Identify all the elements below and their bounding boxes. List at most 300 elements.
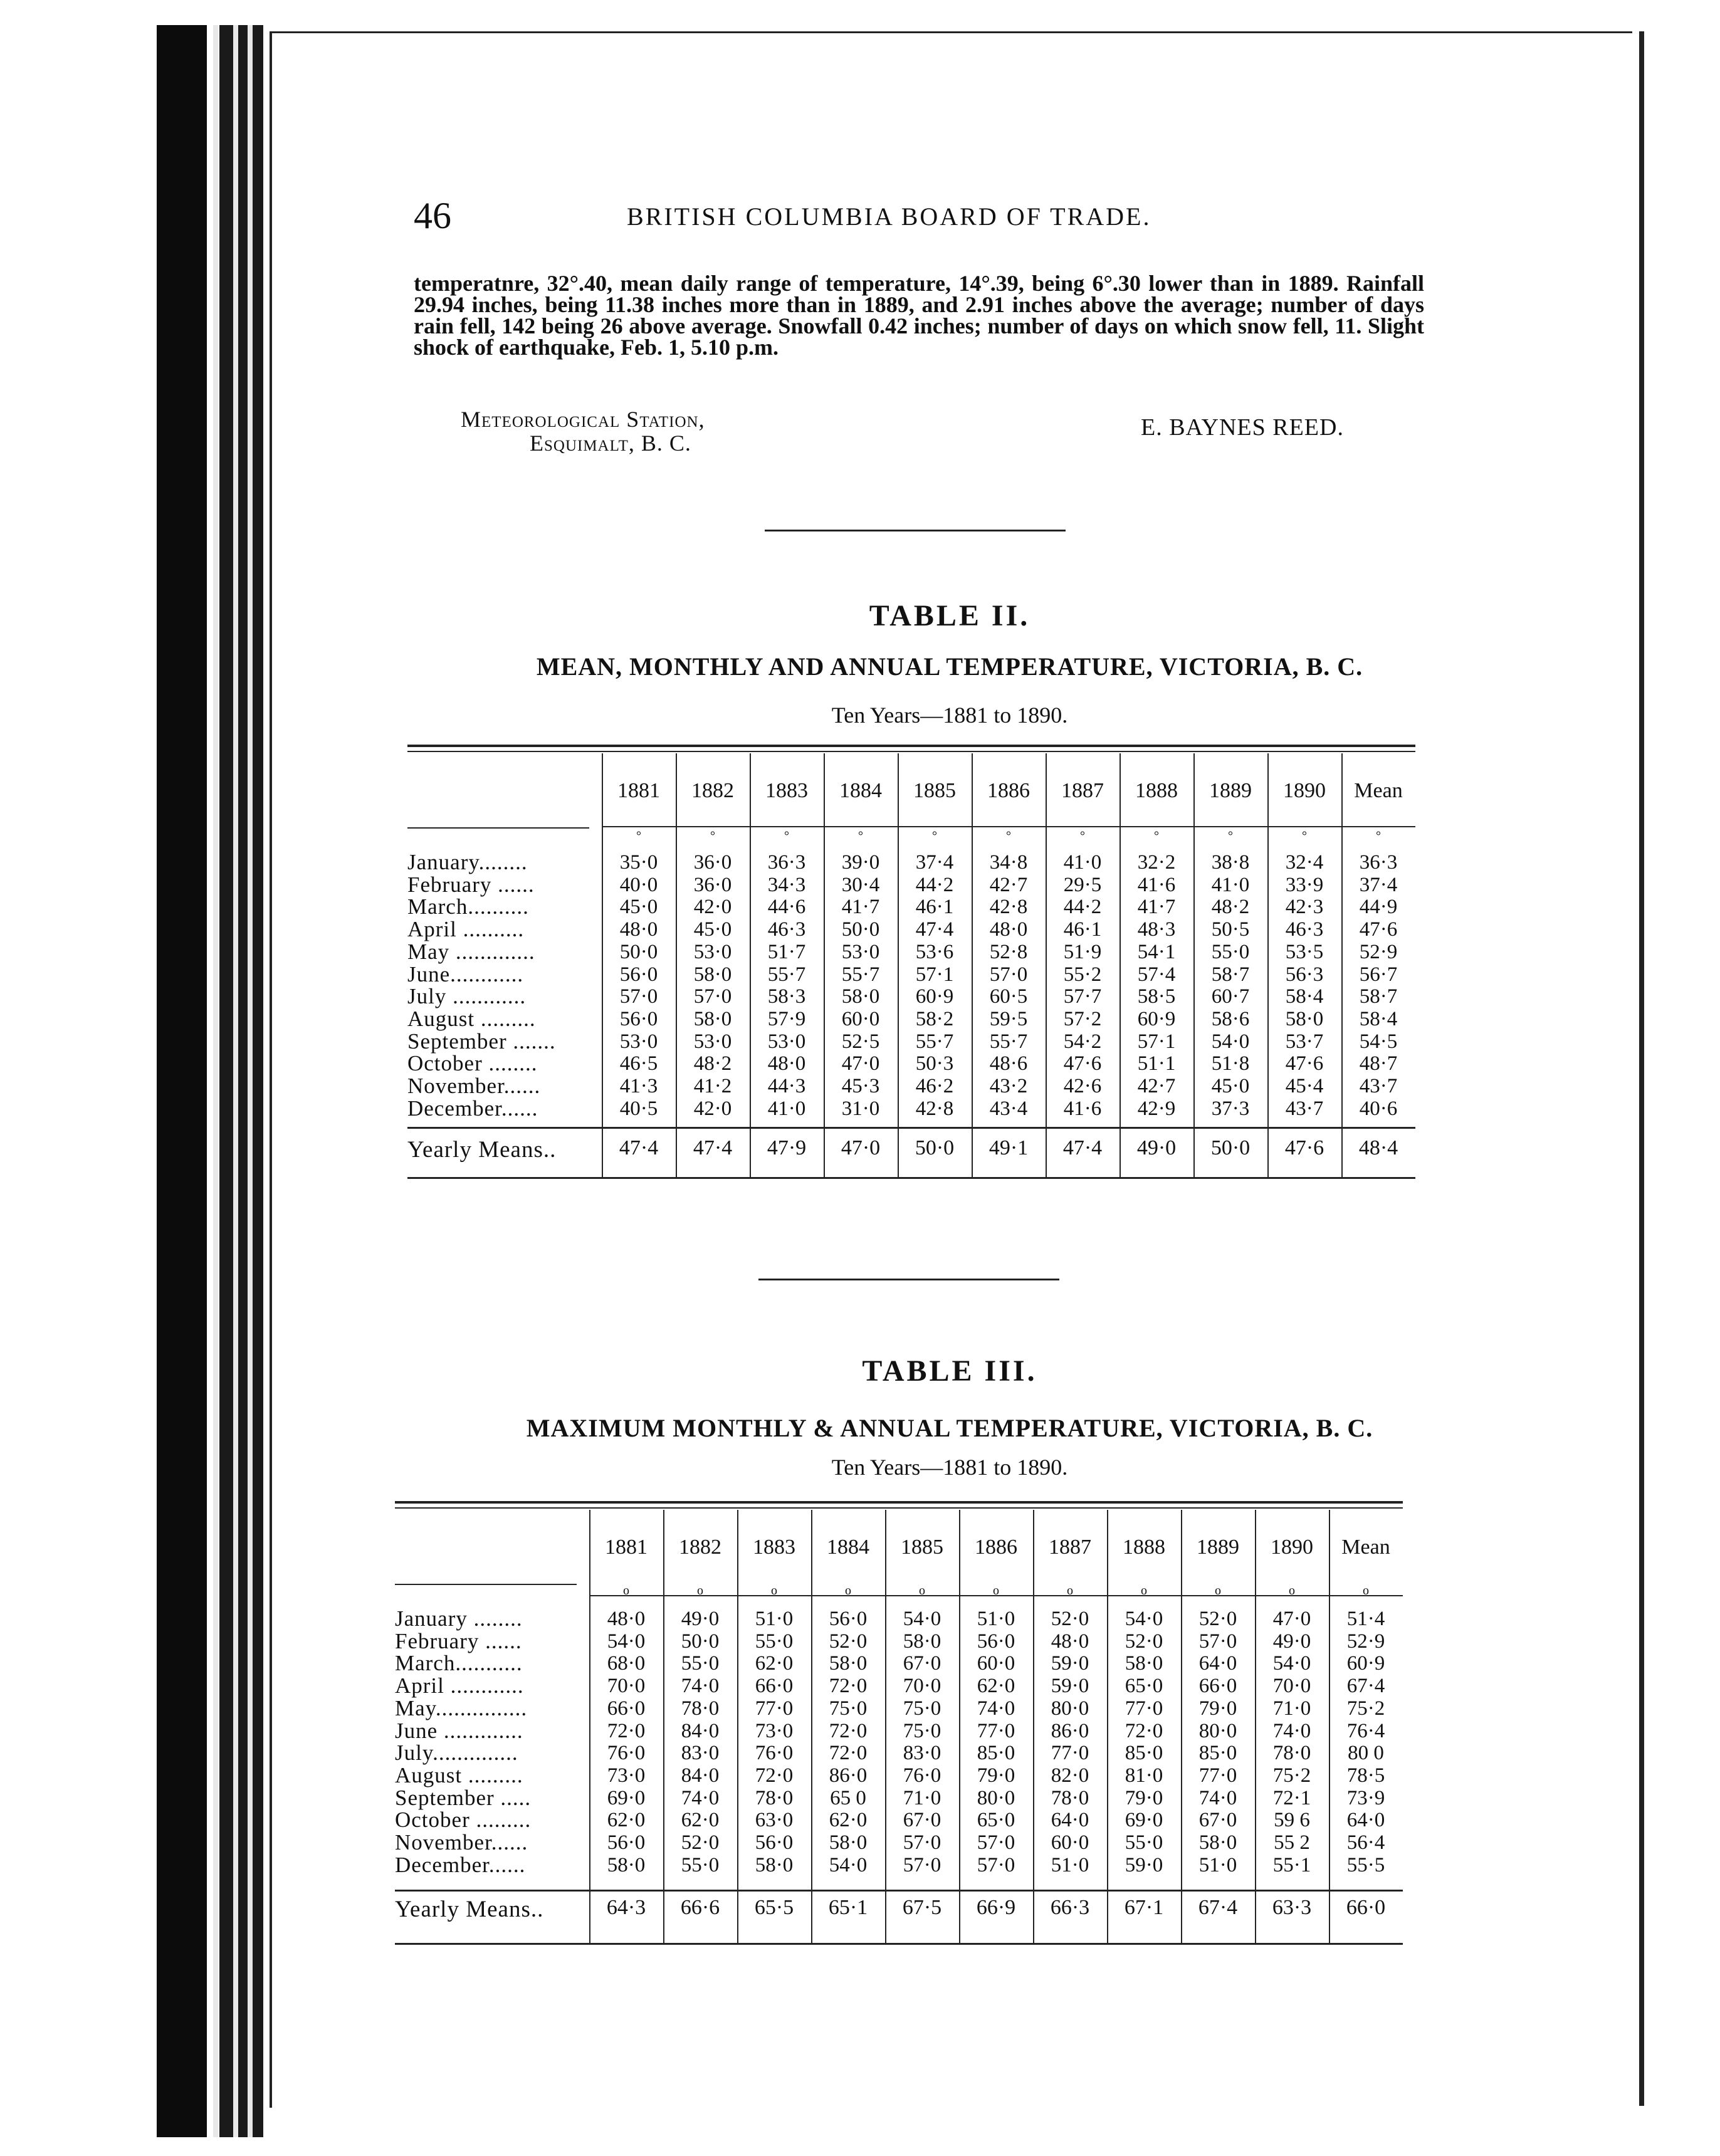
column-header: Mean (1354, 779, 1403, 802)
column-header: 1888 (1135, 779, 1178, 802)
table-top-rule-thin (395, 1507, 1403, 1509)
table-cell: 55·7 (915, 1030, 954, 1053)
table-cell: 77·0 (1051, 1742, 1089, 1765)
page-edge-stripe (233, 25, 238, 2137)
table-cell: 60·9 (1137, 1007, 1176, 1030)
table-cell: 48·0 (989, 918, 1028, 941)
table-cell: 55·5 (1346, 1853, 1385, 1876)
table-cell: 47·4 (915, 918, 954, 941)
table-cell: 56·3 (1285, 963, 1324, 986)
row-label: February ...... (395, 1628, 522, 1653)
table-cell: 53·7 (1285, 1030, 1324, 1053)
table-bottom-rule (395, 1943, 1403, 1945)
table-cell: 42·0 (693, 896, 732, 919)
author-signature: E. BAYNES REED. (1141, 414, 1344, 441)
column-header: 1883 (753, 1536, 795, 1559)
table-cell: 54·0 (607, 1630, 646, 1653)
table-cell: 42·7 (1137, 1075, 1176, 1097)
table-cell: 49·0 (1272, 1630, 1311, 1653)
table-cell: 67·0 (903, 1652, 941, 1675)
table-cell: 54·1 (1137, 940, 1176, 963)
table-cell: 77·0 (977, 1719, 1015, 1742)
table-cell: 85·0 (1125, 1742, 1163, 1765)
table-cell: 57·0 (903, 1831, 941, 1854)
table-cell: 85·0 (977, 1742, 1015, 1765)
table-cell: 56·7 (1359, 963, 1398, 986)
table-cell: 58·6 (1211, 1007, 1250, 1030)
yearly-mean-value: 65·1 (828, 1896, 868, 1919)
running-title: BRITISH COLUMBIA BOARD OF TRADE. (627, 202, 1151, 231)
yearly-mean-value: 66·0 (1346, 1896, 1386, 1919)
table-cell: 62·0 (681, 1809, 720, 1832)
table-cell: 64·0 (1346, 1809, 1385, 1832)
row-label: August ......... (395, 1762, 523, 1787)
yearly-means-label: Yearly Means.. (395, 1897, 544, 1922)
table-cell: 58·3 (767, 985, 806, 1008)
table-cell: 82·0 (1051, 1764, 1089, 1787)
table-cell: 83·0 (903, 1742, 941, 1765)
yearly-mean-value: 47·0 (841, 1136, 881, 1159)
facing-page-edge (1639, 31, 1644, 2106)
table-cell: 74·0 (977, 1697, 1015, 1720)
table-cell: 58·7 (1211, 963, 1250, 986)
table-cell: 53·0 (619, 1030, 658, 1053)
table-cell: 42·8 (915, 1097, 954, 1120)
table-cell: 62·0 (829, 1809, 868, 1832)
yearly-mean-value: 50·0 (915, 1136, 955, 1159)
table-cell: 62·0 (607, 1809, 646, 1832)
table-cell: 41·0 (1211, 873, 1250, 896)
table-cell: 58·0 (1198, 1831, 1237, 1854)
table-2-period: Ten Years—1881 to 1890. (831, 703, 1068, 728)
station-signature (461, 407, 705, 455)
table-cell: 70·0 (607, 1675, 646, 1698)
table-cell: 36·3 (1359, 851, 1398, 874)
table-cell: 51·1 (1137, 1052, 1176, 1075)
table-top-rule-thin (407, 751, 1415, 752)
table-cell: 75·2 (1346, 1697, 1385, 1720)
table-cell: 78·0 (681, 1697, 720, 1720)
table-cell: 55·1 (1272, 1853, 1311, 1876)
table-cell: 45·3 (841, 1075, 880, 1097)
row-label: April ............ (395, 1673, 524, 1698)
table-cell: 55·0 (681, 1652, 720, 1675)
column-header: 1887 (1061, 779, 1104, 802)
table-cell: 52·5 (841, 1030, 880, 1053)
row-label: July ............ (407, 984, 527, 1009)
table-cell: 50·5 (1211, 918, 1250, 941)
table-cell: 86·0 (829, 1764, 868, 1787)
table-cell: 32·2 (1137, 851, 1176, 874)
table-cell: 58·2 (915, 1007, 954, 1030)
table-cell: 41·0 (767, 1097, 806, 1120)
degree-mark: ° (1228, 829, 1233, 843)
table-cell: 41·0 (1063, 851, 1102, 874)
table-cell: 55·7 (767, 963, 806, 986)
table-cell: 53·5 (1285, 940, 1324, 963)
table-cell: 48·0 (1051, 1630, 1089, 1653)
table-cell: 36·0 (693, 851, 732, 874)
intro-paragraph: temperatnre, 32°.40, mean daily range of temperature, 14°.39, being 6°.30 lower than in 1889. Rainfall 29.94 inches, being 11.38 inches more than in 1889, and 2.91 inches above the average; number of days rain fell, 142 being 26 above average. Snowfall 0.42 inches; number of days on which snow fell, 11. Slight shock of earthquake, Feb. 1, 5.10 p.m. (414, 271, 1424, 360)
table-cell: 46·2 (915, 1075, 954, 1097)
row-label: October ........ (407, 1051, 538, 1076)
degree-mark: o (697, 1584, 703, 1598)
table-cell: 71·0 (1272, 1697, 1311, 1720)
table-cell: 52·8 (989, 940, 1028, 963)
table-cell: 58·0 (841, 985, 880, 1008)
table-cell: 53·0 (841, 940, 880, 963)
table-cell: 72·0 (755, 1764, 794, 1787)
table-cell: 57·0 (619, 985, 658, 1008)
table-cell: 41·6 (1063, 1097, 1102, 1120)
table-cell: 58·0 (1125, 1652, 1163, 1675)
table-cell: 47·6 (1063, 1052, 1102, 1075)
table-cell: 47·6 (1285, 1052, 1324, 1075)
table-cell: 51·0 (1051, 1853, 1089, 1876)
table-cell: 52·0 (681, 1831, 720, 1854)
table-cell: 41·2 (693, 1075, 732, 1097)
table-cell: 34·3 (767, 873, 806, 896)
label-column-rule (407, 827, 589, 829)
table-cell: 48·3 (1137, 918, 1176, 941)
row-label: December...... (407, 1096, 538, 1121)
degree-mark: ° (636, 829, 641, 843)
book-binding (0, 0, 270, 2156)
table-cell: 84·0 (681, 1719, 720, 1742)
section-divider (765, 530, 1066, 531)
binding-shadow-inner (219, 25, 263, 2137)
yearly-mean-value: 47·4 (619, 1136, 659, 1159)
table-cell: 53·0 (693, 940, 732, 963)
table-cell: 80·0 (1198, 1719, 1237, 1742)
table-cell: 70·0 (1272, 1675, 1311, 1698)
yearly-mean-value: 63·3 (1272, 1896, 1312, 1919)
table-cell: 59·0 (1125, 1853, 1163, 1876)
table-cell: 70·0 (903, 1675, 941, 1698)
table-cell: 54·0 (1211, 1030, 1250, 1053)
table-cell: 58·4 (1359, 1007, 1398, 1030)
yearly-mean-value: 49·1 (988, 1136, 1029, 1159)
table-cell: 36·0 (693, 873, 732, 896)
table-cell: 67·4 (1346, 1675, 1385, 1698)
table-3-title: TABLE III. (862, 1354, 1037, 1388)
table-cell: 57·0 (693, 985, 732, 1008)
table-3-period: Ten Years—1881 to 1890. (831, 1455, 1068, 1480)
table-cell: 79·0 (1125, 1786, 1163, 1809)
row-label: November...... (395, 1830, 528, 1855)
table-cell: 43·2 (989, 1075, 1028, 1097)
table-cell: 55·7 (989, 1030, 1028, 1053)
degree-mark: ° (1154, 829, 1159, 843)
row-label: January ........ (395, 1606, 523, 1631)
row-label: July.............. (395, 1740, 518, 1766)
table-cell: 58·0 (755, 1853, 794, 1876)
table-cell: 67·0 (903, 1809, 941, 1832)
row-label: August ......... (407, 1006, 536, 1031)
table-cell: 41·6 (1137, 873, 1176, 896)
table-cell: 38·8 (1211, 851, 1250, 874)
table-cell: 60·9 (915, 985, 954, 1008)
table-cell: 54·2 (1063, 1030, 1102, 1053)
table-cell: 48·6 (989, 1052, 1028, 1075)
table-cell: 35·0 (619, 851, 658, 874)
column-header: 1882 (679, 1536, 721, 1559)
column-header: 1889 (1197, 1536, 1239, 1559)
row-label: October ......... (395, 1808, 532, 1833)
degree-mark: o (771, 1584, 777, 1598)
section-divider (758, 1279, 1059, 1280)
table-cell: 86·0 (1051, 1719, 1089, 1742)
table-cell: 56·0 (619, 1007, 658, 1030)
degree-mark: ° (784, 829, 789, 843)
table-cell: 65·0 (977, 1809, 1015, 1832)
table-cell: 75·0 (903, 1719, 941, 1742)
table-cell: 80·0 (1051, 1697, 1089, 1720)
table-cell: 50·0 (681, 1630, 720, 1653)
row-label: March........... (395, 1651, 523, 1676)
yearly-rule (407, 1127, 1415, 1129)
table-cell: 52·0 (829, 1630, 868, 1653)
column-header: 1882 (691, 779, 734, 802)
table-cell: 51·0 (755, 1608, 794, 1630)
table-cell: 57·1 (1137, 1030, 1176, 1053)
table-cell: 34·8 (989, 851, 1028, 874)
row-label: April .......... (407, 917, 525, 942)
table-cell: 58·4 (1285, 985, 1324, 1008)
table-cell: 58·0 (693, 1007, 732, 1030)
table-cell: 48·0 (607, 1608, 646, 1630)
degree-mark: o (845, 1584, 851, 1598)
table-cell: 42·3 (1285, 896, 1324, 919)
table-cell: 56·0 (977, 1630, 1015, 1653)
column-header: 1890 (1271, 1536, 1313, 1559)
table-cell: 57·7 (1063, 985, 1102, 1008)
page-edge-stripe (213, 25, 218, 2137)
table-cell: 42·8 (989, 896, 1028, 919)
row-label: May ............. (407, 939, 535, 964)
table-cell: 46·3 (767, 918, 806, 941)
row-label: January........ (407, 850, 528, 874)
table-cell: 42·7 (989, 873, 1028, 896)
table-cell: 45·0 (693, 918, 732, 941)
degree-mark: o (1363, 1584, 1369, 1598)
table-cell: 58·0 (1285, 1007, 1324, 1030)
row-label: November...... (407, 1074, 541, 1098)
table-cell: 74·0 (681, 1675, 720, 1698)
table-cell: 45·0 (619, 896, 658, 919)
table-cell: 78·0 (1051, 1786, 1089, 1809)
table-cell: 30·4 (841, 873, 880, 896)
table-cell: 44·2 (1063, 896, 1102, 919)
table-cell: 40·5 (619, 1097, 658, 1120)
row-label: June ............. (395, 1718, 523, 1743)
table-cell: 69·0 (607, 1786, 646, 1809)
yearly-mean-value: 49·0 (1136, 1136, 1177, 1159)
table-cell: 83·0 (681, 1742, 720, 1765)
table-cell: 55·0 (755, 1630, 794, 1653)
table-cell: 58·0 (693, 963, 732, 986)
table-cell: 58·0 (829, 1831, 868, 1854)
row-label: February ...... (407, 872, 535, 897)
yearly-mean-value: 65·5 (754, 1896, 794, 1919)
column-header: 1889 (1209, 779, 1252, 802)
table-cell: 44·3 (767, 1075, 806, 1097)
degree-mark: o (993, 1584, 999, 1598)
table-cell: 54·0 (829, 1853, 868, 1876)
column-header: 1885 (901, 1536, 943, 1559)
table-cell: 81·0 (1125, 1764, 1163, 1787)
column-header: 1884 (839, 779, 882, 802)
degree-mark: o (623, 1584, 629, 1598)
table-cell: 47·0 (841, 1052, 880, 1075)
table-cell: 37·4 (1359, 873, 1398, 896)
table-cell: 73·0 (607, 1764, 646, 1787)
table-cell: 45·4 (1285, 1075, 1324, 1097)
yearly-mean-value: 67·1 (1124, 1896, 1164, 1919)
row-label: September ....... (407, 1028, 556, 1054)
table-cell: 42·0 (693, 1097, 732, 1120)
table-cell: 47·0 (1272, 1608, 1311, 1630)
table-cell: 43·7 (1359, 1075, 1398, 1097)
table-cell: 57·0 (1198, 1630, 1237, 1653)
degree-mark: ° (1376, 829, 1381, 843)
degree-mark: ° (1006, 829, 1011, 843)
table-cell: 58·0 (829, 1652, 868, 1675)
yearly-mean-value: 66·3 (1050, 1896, 1090, 1919)
station-line-2: Esquimalt, B. C. (530, 431, 691, 456)
table-cell: 37·3 (1211, 1097, 1250, 1120)
column-header: 1884 (827, 1536, 869, 1559)
table-cell: 46·3 (1285, 918, 1324, 941)
table-cell: 85·0 (1198, 1742, 1237, 1765)
yearly-mean-value: 67·4 (1198, 1896, 1238, 1919)
table-cell: 43·4 (989, 1097, 1028, 1120)
table-cell: 59 6 (1274, 1809, 1310, 1832)
table-cell: 40·0 (619, 873, 658, 896)
table-cell: 55·7 (841, 963, 880, 986)
table-cell: 72·0 (1125, 1719, 1163, 1742)
table-cell: 42·9 (1137, 1097, 1176, 1120)
table-cell: 56·0 (619, 963, 658, 986)
table-cell: 52·9 (1346, 1630, 1385, 1653)
degree-mark: o (1067, 1584, 1073, 1598)
yearly-rule (395, 1890, 1403, 1892)
table-cell: 74·0 (1272, 1719, 1311, 1742)
yearly-mean-value: 64·3 (606, 1896, 646, 1919)
yearly-mean-value: 47·9 (767, 1136, 807, 1159)
table-cell: 72·0 (829, 1675, 868, 1698)
table-cell: 55·0 (1125, 1831, 1163, 1854)
table-2-subtitle: MEAN, MONTHLY AND ANNUAL TEMPERATURE, VICTORIA, B. C. (536, 652, 1363, 681)
table-cell: 64·0 (1051, 1809, 1089, 1832)
table-cell: 57·9 (767, 1007, 806, 1030)
column-header: 1888 (1123, 1536, 1165, 1559)
table-cell: 60·0 (1051, 1831, 1089, 1854)
table-cell: 44·9 (1359, 896, 1398, 919)
table-cell: 51·7 (767, 940, 806, 963)
page-number: 46 (414, 195, 451, 236)
table-cell: 66·0 (755, 1675, 794, 1698)
table-cell: 41·7 (1137, 896, 1176, 919)
table-bottom-rule (407, 1177, 1415, 1179)
table-cell: 72·1 (1272, 1786, 1311, 1809)
table-cell: 57·4 (1137, 963, 1176, 986)
column-header: Mean (1341, 1536, 1390, 1559)
table-cell: 73·0 (755, 1719, 794, 1742)
table-cell: 66·0 (607, 1697, 646, 1720)
table-cell: 46·5 (619, 1052, 658, 1075)
table-cell: 33·9 (1285, 873, 1324, 896)
table-cell: 77·0 (755, 1697, 794, 1720)
table-cell: 72·0 (607, 1719, 646, 1742)
row-label: December...... (395, 1852, 526, 1877)
table-cell: 49·0 (681, 1608, 720, 1630)
table-cell: 41·3 (619, 1075, 658, 1097)
column-header: 1885 (913, 779, 956, 802)
table-cell: 78·5 (1346, 1764, 1385, 1787)
table-cell: 60·0 (841, 1007, 880, 1030)
degree-mark: ° (710, 829, 715, 843)
row-label: March.......... (407, 894, 529, 919)
yearly-mean-value: 47·4 (1062, 1136, 1103, 1159)
table-cell: 75·2 (1272, 1764, 1311, 1787)
binding-shadow (157, 25, 207, 2137)
yearly-mean-value: 48·4 (1358, 1136, 1398, 1159)
table-cell: 67·0 (1198, 1809, 1237, 1832)
table-cell: 72·0 (829, 1719, 868, 1742)
table-cell: 56·0 (829, 1608, 868, 1630)
table-cell: 69·0 (1125, 1809, 1163, 1832)
yearly-mean-value: 66·6 (680, 1896, 720, 1919)
table-cell: 44·2 (915, 873, 954, 896)
table-cell: 72·0 (829, 1742, 868, 1765)
table-cell: 46·1 (1063, 918, 1102, 941)
table-cell: 57·0 (977, 1831, 1015, 1854)
table-cell: 62·0 (755, 1652, 794, 1675)
table-cell: 50·3 (915, 1052, 954, 1075)
table-3-subtitle: MAXIMUM MONTHLY & ANNUAL TEMPERATURE, VICTORIA, B. C. (526, 1414, 1373, 1442)
table-cell: 56·0 (755, 1831, 794, 1854)
table-cell: 32·4 (1285, 851, 1324, 874)
table-cell: 51·0 (1198, 1853, 1237, 1876)
degree-mark: ° (858, 829, 863, 843)
table-cell: 50·0 (841, 918, 880, 941)
table-cell: 79·0 (977, 1764, 1015, 1787)
table-cell: 79·0 (1198, 1697, 1237, 1720)
degree-mark: ° (932, 829, 937, 843)
table-cell: 57·0 (903, 1853, 941, 1876)
table-cell: 55·0 (681, 1853, 720, 1876)
table-top-rule (395, 1501, 1403, 1504)
yearly-mean-value: 67·5 (902, 1896, 942, 1919)
table-cell: 60·9 (1346, 1652, 1385, 1675)
row-label: September ..... (395, 1785, 532, 1810)
table-cell: 76·0 (607, 1742, 646, 1765)
row-label: May............... (395, 1695, 528, 1720)
table-cell: 59·0 (1051, 1675, 1089, 1698)
table-cell: 42·6 (1063, 1075, 1102, 1097)
yearly-mean-value: 47·4 (693, 1136, 733, 1159)
table-cell: 57·2 (1063, 1007, 1102, 1030)
table-cell: 65 0 (830, 1786, 866, 1809)
degree-mark: ° (1080, 829, 1085, 843)
table-2 (407, 745, 1417, 1196)
table-cell: 76·0 (755, 1742, 794, 1765)
table-cell: 55 2 (1274, 1831, 1310, 1854)
table-cell: 84·0 (681, 1764, 720, 1787)
yearly-mean-value: 50·0 (1210, 1136, 1251, 1159)
table-cell: 60·0 (977, 1652, 1015, 1675)
